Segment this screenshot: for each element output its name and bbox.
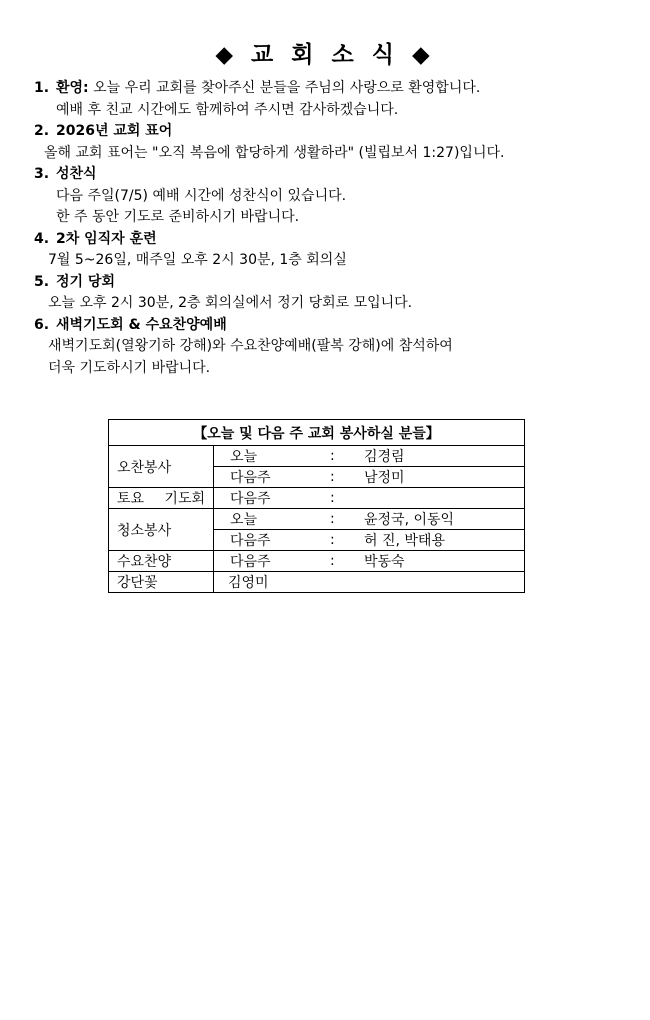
item-number: 4. xyxy=(34,230,50,247)
roster-header: 【오늘 및 다음 주 교회 봉사하실 분들】 xyxy=(109,420,525,446)
roster-when: 다음주 xyxy=(230,533,271,549)
announcement-item xyxy=(34,315,640,380)
roster-colon: : xyxy=(330,446,364,467)
item-line: 올해 교회 표어는 "오직 복음에 합당하게 생활하라" (빌립보서 1:27)입니다. xyxy=(44,144,505,161)
item-line: 새벽기도회(열왕기하 강해)와 수요찬양예배(팔복 강해)에 참석하여 xyxy=(48,338,453,354)
item-number: 1. xyxy=(34,80,50,96)
roster-when: 오늘 xyxy=(230,512,258,528)
announcement-item xyxy=(34,121,640,164)
roster-name: 김경림 xyxy=(364,446,525,467)
roster-colon: : xyxy=(330,467,364,488)
item-line: 한 주 동안 기도로 준비하시기 바랍니다. xyxy=(56,209,300,225)
table-row xyxy=(109,446,525,467)
roster-when: 오늘 xyxy=(230,449,258,465)
roster-role: 청소봉사 xyxy=(117,522,172,539)
volunteer-roster-table xyxy=(108,419,525,593)
roster-name: 허 진, 박태용 xyxy=(364,530,525,551)
roster-name: 박동숙 xyxy=(364,551,525,572)
page-title: ◆ 교 회 소 식 ◆ xyxy=(215,42,435,68)
announcement-item xyxy=(34,164,640,229)
roster-colon: : xyxy=(330,551,364,572)
roster-role: 토요 기도회 xyxy=(117,491,205,507)
roster-name xyxy=(364,488,525,509)
item-number: 2. xyxy=(34,123,50,139)
roster-colon: : xyxy=(330,530,364,551)
table-row xyxy=(109,488,525,509)
roster-colon: : xyxy=(330,488,364,509)
item-heading-tail: 오늘 우리 교회를 찾아주신 분들을 주님의 사랑으로 환영합니다. xyxy=(88,80,481,96)
announcement-list xyxy=(34,78,640,379)
item-line: 다음 주일(7/5) 예배 시간에 성찬식이 있습니다. xyxy=(56,187,347,204)
roster-role: 오찬봉사 xyxy=(117,459,172,476)
item-number: 6. xyxy=(34,316,50,333)
announcement-item xyxy=(34,229,640,272)
item-heading: 환영: xyxy=(56,80,89,96)
roster-name: 남정미 xyxy=(364,467,525,488)
table-row xyxy=(109,509,525,530)
item-line: 오늘 오후 2시 30분, 2층 회의실에서 정기 당회로 모입니다. xyxy=(48,295,413,311)
roster-role: 강단꽃 xyxy=(117,575,158,591)
item-line: 7월 5~26일, 매주일 오후 2시 30분, 1층 회의실 xyxy=(48,252,347,268)
roster-name: 윤정국, 이동익 xyxy=(364,509,525,530)
item-heading: 정기 당회 xyxy=(56,273,115,290)
announcement-item xyxy=(34,272,640,315)
item-line: 더욱 기도하시기 바랍니다. xyxy=(48,359,211,376)
roster-colon: : xyxy=(330,509,364,530)
item-number: 3. xyxy=(34,166,50,182)
roster-value: 김영미 xyxy=(214,572,525,593)
table-row xyxy=(109,551,525,572)
roster-role: 수요찬양 xyxy=(117,554,172,570)
item-heading: 새벽기도회 & 수요찬양예배 xyxy=(56,316,227,333)
item-heading: 2026년 교회 표어 xyxy=(56,123,173,139)
item-number: 5. xyxy=(34,273,50,290)
item-line: 예배 후 친교 시간에도 함께하여 주시면 감사하겠습니다. xyxy=(56,101,399,118)
roster-when: 다음주 xyxy=(230,470,271,486)
item-heading: 2차 임직자 훈련 xyxy=(56,230,157,247)
table-row xyxy=(109,572,525,593)
roster-when: 다음주 xyxy=(230,491,271,507)
announcement-item xyxy=(34,78,640,121)
item-heading: 성찬식 xyxy=(56,166,97,182)
roster-when: 다음주 xyxy=(230,554,271,570)
